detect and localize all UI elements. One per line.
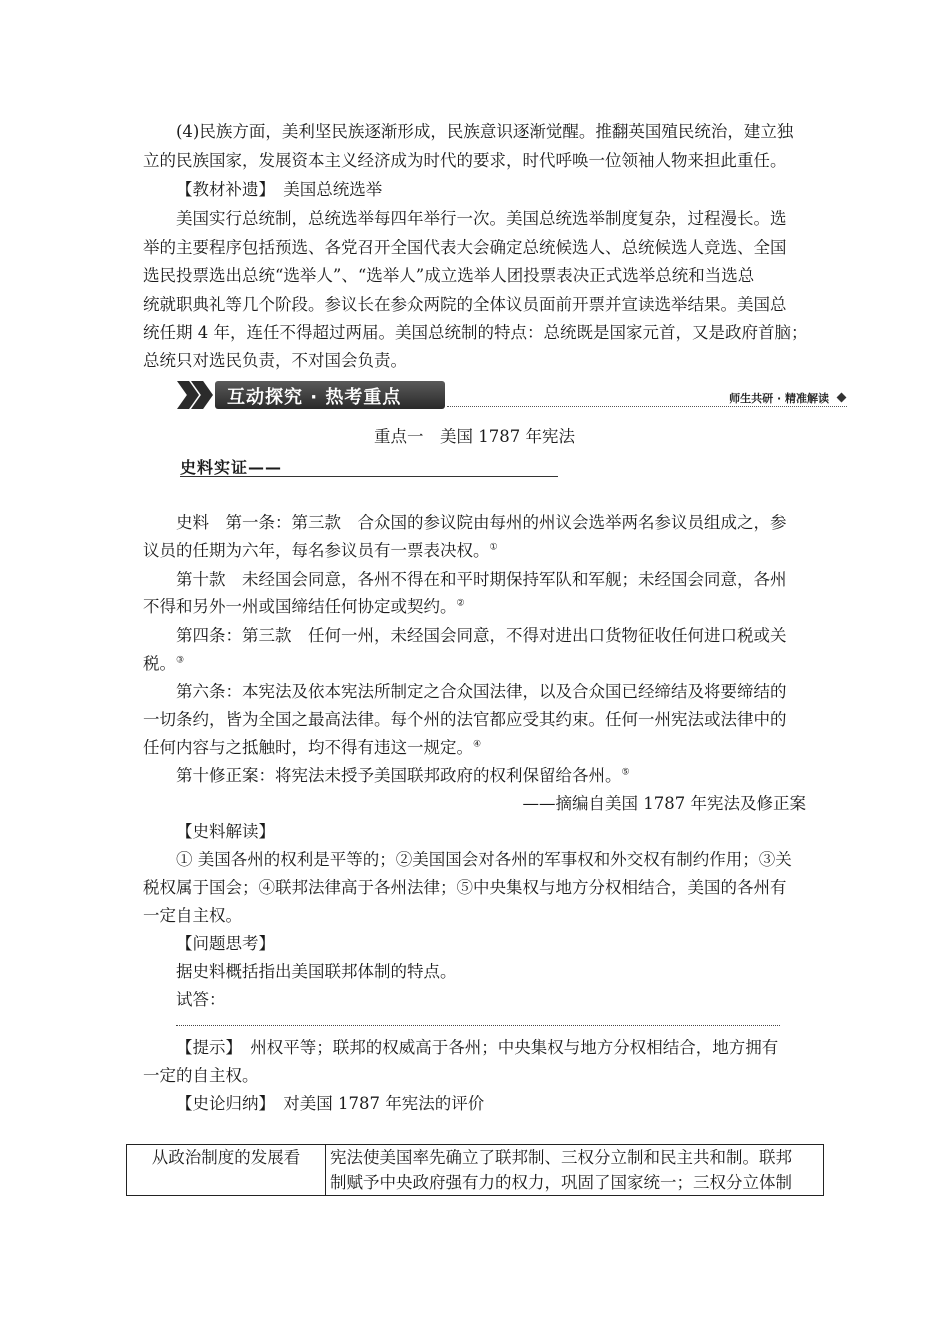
supplement-line: 统任期 4 年，连任不得超过两届。美国总统制的特点：总统既是国家元首，又是政府首脑； [143, 323, 808, 342]
source-citation: ——摘编自美国 1787 年宪法及修正案 [522, 794, 806, 813]
interpretation-line: 税权属于国会；④联邦法律高于各州法律；⑤中央集权与地方分权相结合，美国的各州有 [143, 878, 787, 897]
source-line: 不得和另外一州或国缔结任何协定或契约。② [143, 597, 465, 616]
table-row [127, 1145, 824, 1196]
question-label: 【问题思考】 [176, 934, 275, 953]
source-line: 税。③ [143, 654, 185, 673]
source-line: 第四条：第三款 任何一州，未经国会同意，不得对进出口货物征收任何进口税或关 [176, 626, 787, 645]
banner-divider [447, 406, 847, 407]
supplement-line: 美国实行总统制，总统选举每四年举行一次。美国总统选举制度复杂，过程漫长。选 [176, 209, 787, 228]
interpretation-line: 一定自主权。 [143, 906, 242, 925]
source-line: 任何内容与之抵触时，均不得有违这一规定。④ [143, 738, 482, 757]
supplement-line: 总统只对选民负责，不对国会负责。 [143, 351, 407, 370]
banner-title: 互动探究 · 热考重点 [227, 387, 402, 408]
hint-line: 一定的自主权。 [143, 1066, 259, 1085]
footnote-marker: ④ [473, 739, 482, 750]
intro-para4-line2: 立的民族国家，发展资本主义经济成为时代的要求，时代呼唤一位领袖人物来担此重任。 [143, 151, 787, 170]
table-value-line: 宪法使美国率先确立了联邦制、三权分立制和民主共和制。联邦 [330, 1148, 792, 1167]
supplement-line: 举的主要程序包括预选、各党召开全国代表大会确定总统候选人、总统候选人竞选、全国 [143, 238, 787, 257]
source-line: 史料 第一条：第三款 合众国的参议院由每州的州议会选举两名参议员组成之，参 [176, 513, 787, 532]
interpretation-label: 【史料解读】 [176, 822, 275, 841]
footnote-marker: ⑤ [621, 767, 630, 778]
intro-para4-line1: (4)民族方面，美利坚民族逐渐形成，民族意识逐渐觉醒。推翻英国殖民统治，建立独 [176, 122, 794, 141]
supplement-title: 美国总统选举 [283, 180, 383, 199]
question-text: 据史料概括指出美国联邦体制的特点。 [176, 962, 457, 981]
footnote-marker: ③ [176, 655, 185, 666]
source-line: 第六条：本宪法及依本宪法所制定之合众国法律，以及合众国已经缔结及将要缔结的 [176, 682, 787, 701]
subhead-evidence: 史料实证—— [180, 458, 283, 477]
summary-label: 【史论归纳】 [176, 1094, 267, 1113]
section-heading: 重点一 美国 1787 年宪法 [374, 427, 575, 446]
answer-label: 试答： [176, 990, 226, 1009]
banner-subtitle: 师生共研 · 精准解读 [729, 392, 829, 405]
supplement-line: 统就职典礼等几个阶段。参议长在参众两院的全体议员面前开票并宣读选举结果。美国总 [143, 295, 787, 314]
table-value-line: 制赋予中央政府强有力的权力，巩固了国家统一；三权分立体制 [330, 1173, 792, 1192]
table-key-cell: 从政治制度的发展看 [127, 1145, 326, 1196]
source-line: 一切条约，皆为全国之最高法律。每个州的法官都应受其约束。任何一州宪法或法律中的 [143, 710, 787, 729]
answer-line[interactable] [176, 1025, 780, 1026]
evaluation-table [126, 1144, 824, 1196]
section-banner [177, 381, 847, 409]
table-value-cell [326, 1145, 824, 1196]
supplement-label: 【教材补遗】 [176, 180, 267, 199]
supplement-line: 选民投票选出总统“选举人”、“选举人”成立选举人团投票表决正式选举总统和当选总 [143, 266, 755, 285]
source-line: 第十修正案：将宪法未授予美国联邦政府的权利保留给各州。⑤ [176, 766, 630, 785]
source-line: 第十款 未经国会同意，各州不得在和平时期保持军队和军舰；未经国会同意，各州 [176, 570, 787, 589]
supplement-heading [176, 179, 823, 201]
subhead-rule [180, 476, 558, 477]
interpretation-line: ① 美国各州的权利是平等的；②美国国会对各州的军事权和外交权有制约作用；③关 [176, 850, 792, 869]
footnote-marker: ① [489, 542, 498, 553]
hint-line: 【提示】 州权平等；联邦的权威高于各州；中央集权与地方分权相结合，地方拥有 [176, 1038, 779, 1057]
diamond-icon [837, 393, 847, 403]
summary-title: 对美国 1787 年宪法的评价 [283, 1094, 485, 1113]
source-line: 议员的任期为六年，每名参议员有一票表决权。① [143, 541, 498, 560]
footnote-marker: ② [456, 598, 465, 609]
summary-heading [176, 1093, 823, 1115]
